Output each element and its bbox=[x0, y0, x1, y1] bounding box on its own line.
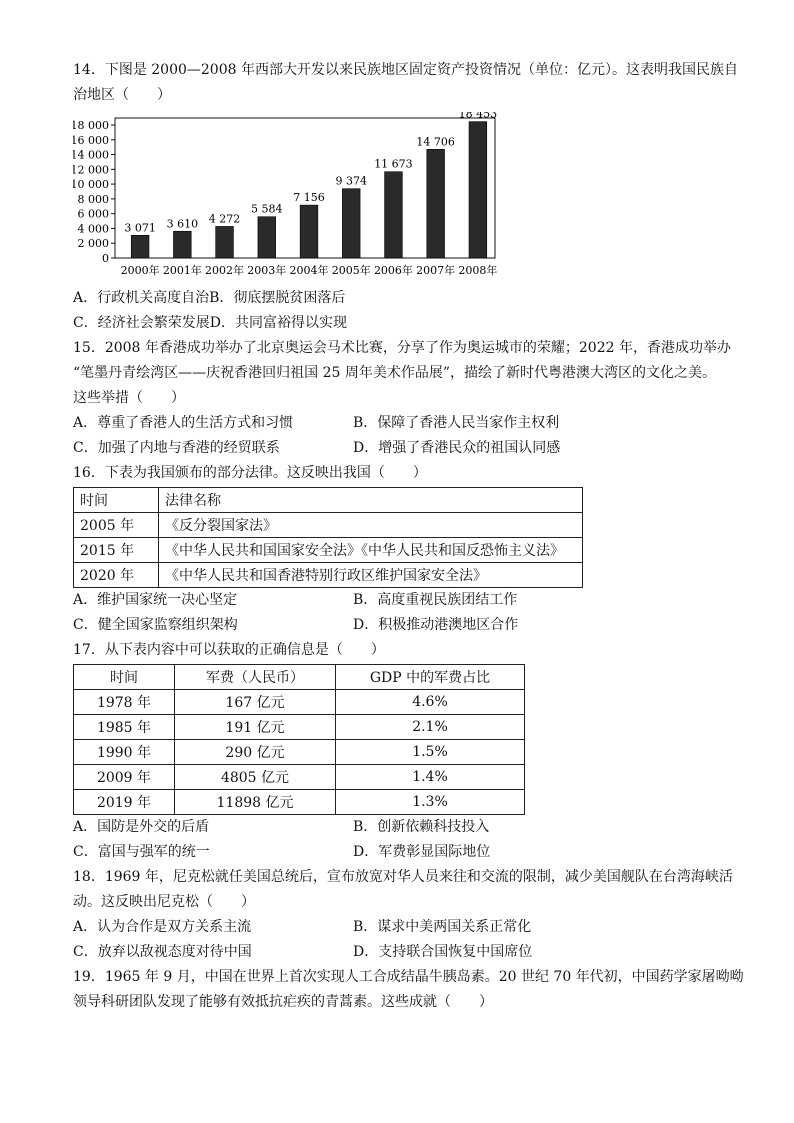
x-tick-label: 2001年 bbox=[162, 264, 202, 277]
table-cell: 191 亿元 bbox=[175, 715, 336, 740]
q17-military-table bbox=[73, 664, 525, 815]
bar bbox=[216, 226, 234, 258]
q14-options-line2 bbox=[73, 311, 723, 336]
bar bbox=[173, 231, 191, 258]
bar-value-label: 3 071 bbox=[124, 221, 156, 235]
y-tick-label: 6 000 bbox=[77, 207, 109, 221]
y-tick-label: 16 000 bbox=[73, 133, 109, 147]
q14-investment-chart bbox=[73, 112, 503, 282]
q14-option-b[interactable]: B．彻底摆脱贫困落后 bbox=[209, 290, 346, 306]
q14-option-a[interactable]: A．行政机关高度自治 bbox=[73, 290, 210, 306]
bar-value-label: 14 706 bbox=[416, 135, 455, 149]
bar-chart-svg bbox=[73, 112, 503, 282]
y-tick-label: 18 000 bbox=[73, 119, 109, 132]
table-cell: 1.4% bbox=[336, 765, 525, 790]
table-header-row bbox=[74, 665, 525, 690]
q16-option-c[interactable]: C．健全国家监察组织架构 bbox=[73, 617, 238, 633]
bar-value-label: 9 374 bbox=[335, 174, 367, 188]
q19-stem-line2: 领导科研团队发现了能够有效抵抗疟疾的青蒿素。这些成就（ ） bbox=[73, 994, 493, 1010]
bar-value-label: 7 156 bbox=[293, 191, 325, 205]
q14-option-c[interactable]: C．经济社会繁荣发展 bbox=[73, 315, 210, 331]
x-tick-label: 2000年 bbox=[120, 264, 160, 277]
q17-option-b[interactable]: B．创新依赖科技投入 bbox=[353, 819, 490, 835]
q17-options-row2 bbox=[73, 840, 723, 865]
table-cell: 4.6% bbox=[336, 690, 525, 715]
q15-options-row1 bbox=[73, 411, 723, 436]
table-cell: 290 亿元 bbox=[175, 740, 336, 765]
q15-stem-line3: 这些举措（ ） bbox=[73, 390, 185, 406]
bar bbox=[469, 122, 487, 258]
table-cell: 1990 年 bbox=[74, 740, 175, 765]
y-tick-label: 8 000 bbox=[77, 192, 109, 206]
y-tick-label: 2 000 bbox=[77, 237, 109, 251]
table-row bbox=[74, 765, 525, 790]
q18-option-d[interactable]: D．支持联合国恢复中国席位 bbox=[353, 944, 533, 960]
table-cell: 2015 年 bbox=[74, 538, 159, 563]
table-header-cell: 时间 bbox=[74, 665, 175, 690]
bar bbox=[300, 205, 318, 258]
table-cell: 《中华人民共和国国家安全法》《中华人民共和国反恐怖主义法》 bbox=[159, 538, 583, 563]
q15-option-d[interactable]: D．增强了香港民众的祖国认同感 bbox=[353, 440, 561, 456]
x-tick-label: 2005年 bbox=[331, 264, 371, 277]
bar bbox=[342, 189, 360, 258]
bar-value-label: 5 584 bbox=[251, 202, 283, 216]
table-row bbox=[74, 690, 525, 715]
x-tick-label: 2002年 bbox=[205, 264, 245, 277]
q15-options-row2 bbox=[73, 436, 723, 461]
q15-stem-line1: 15．2008 年香港成功举办了北京奥运会马术比赛，分享了作为奥运城市的荣耀；2022 年，香港成功举办 bbox=[73, 340, 731, 356]
table-cell: 1.5% bbox=[336, 740, 525, 765]
q15-option-a[interactable]: A．尊重了香港人的生活方式和习惯 bbox=[73, 415, 294, 431]
q16-option-a[interactable]: A．维护国家统一决心坚定 bbox=[73, 592, 238, 608]
bar-value-label: 4 272 bbox=[208, 212, 241, 226]
table-row bbox=[74, 715, 525, 740]
table-header-cell: 军费（人民币） bbox=[175, 665, 336, 690]
table-cell: 167 亿元 bbox=[175, 690, 336, 715]
q17-option-a[interactable]: A．国防是外交的后盾 bbox=[73, 819, 210, 835]
q16-options-row1 bbox=[73, 588, 723, 613]
q14-options-line1 bbox=[73, 286, 723, 311]
q18-option-a[interactable]: A．认为合作是双方关系主流 bbox=[73, 919, 252, 935]
q15-option-b[interactable]: B．保障了香港人民当家作主权利 bbox=[353, 415, 560, 431]
y-tick-label: 4 000 bbox=[77, 222, 109, 236]
q17-option-d[interactable]: D．军费彰显国际地位 bbox=[353, 844, 491, 860]
y-tick-label: 0 bbox=[102, 252, 109, 265]
table-header-cell: GDP 中的军费占比 bbox=[336, 665, 525, 690]
q17-options-row1 bbox=[73, 815, 723, 840]
table-header-row bbox=[74, 488, 583, 513]
y-tick-label: 12 000 bbox=[73, 163, 109, 177]
q18-options-row2 bbox=[73, 940, 723, 965]
table-row bbox=[74, 538, 583, 563]
table-row bbox=[74, 740, 525, 765]
q19-stem-line1: 19．1965 年 9 月，中国在世界上首次实现人工合成结晶牛胰岛素。20 世纪 70 年代初，中国药学家屠呦呦 bbox=[73, 969, 744, 985]
bar bbox=[131, 235, 149, 258]
table-cell: 1.3% bbox=[336, 790, 525, 815]
q16-option-b[interactable]: B．高度重视民族团结工作 bbox=[353, 592, 518, 608]
q18-options-row1 bbox=[73, 915, 723, 940]
q16-stem: 16．下表为我国颁布的部分法律。这反映出我国（ ） bbox=[73, 465, 427, 481]
table-row bbox=[74, 790, 525, 815]
table-row bbox=[74, 563, 583, 588]
q18-stem-line2: 动。这反映出尼克松（ ） bbox=[73, 894, 255, 910]
q16-law-table bbox=[73, 487, 583, 588]
table-cell: 1985 年 bbox=[74, 715, 175, 740]
table-cell: 2005 年 bbox=[74, 513, 159, 538]
exam-page bbox=[73, 58, 744, 1015]
bar bbox=[385, 172, 403, 258]
q14-stem-line2: 治地区（ ） bbox=[73, 87, 171, 103]
y-tick-label: 10 000 bbox=[73, 178, 109, 192]
table-cell: 1978 年 bbox=[74, 690, 175, 715]
table-cell: 《中华人民共和国香港特别行政区维护国家安全法》 bbox=[159, 563, 583, 588]
bar-value-label: 11 673 bbox=[374, 157, 413, 171]
table-cell: 11898 亿元 bbox=[175, 790, 336, 815]
table-cell: 4805 亿元 bbox=[175, 765, 336, 790]
q14-stem-line1: 14．下图是 2000—2008 年西部大开发以来民族地区固定资产投资情况（单位：亿元）。这表明我国民族自 bbox=[73, 62, 738, 78]
q18-option-c[interactable]: C．放弃以敌视态度对待中国 bbox=[73, 944, 252, 960]
q17-option-c[interactable]: C．富国与强军的统一 bbox=[73, 844, 210, 860]
bar bbox=[427, 149, 445, 258]
table-cell: 《反分裂国家法》 bbox=[159, 513, 583, 538]
q14-option-d[interactable]: D．共同富裕得以实现 bbox=[209, 315, 347, 331]
table-header-cell: 时间 bbox=[74, 488, 159, 513]
q17-stem: 17．从下表内容中可以获取的正确信息是（ ） bbox=[73, 642, 385, 658]
table-cell: 2019 年 bbox=[74, 790, 175, 815]
table-cell: 2020 年 bbox=[74, 563, 159, 588]
q16-options-row2 bbox=[73, 613, 723, 638]
q15-option-c[interactable]: C．加强了内地与香港的经贸联系 bbox=[73, 440, 280, 456]
x-tick-label: 2007年 bbox=[416, 264, 456, 277]
q18-option-b[interactable]: B．谋求中美两国关系正常化 bbox=[353, 919, 532, 935]
bar-value-label: 18 453 bbox=[458, 112, 498, 121]
x-tick-label: 2008年 bbox=[458, 264, 498, 277]
q15-stem-line2: “笔墨丹青绘湾区——庆祝香港回归祖国 25 周年美术作品展”，描绘了新时代粤港澳大湾区的文化之美。 bbox=[73, 365, 717, 381]
q16-option-d[interactable]: D．积极推动港澳地区合作 bbox=[353, 617, 519, 633]
bar-value-label: 3 610 bbox=[166, 217, 199, 231]
q18-stem-line1: 18．1969 年，尼克松就任美国总统后，宣布放宽对华人员来往和交流的限制，减少美国舰队在台湾海峡活 bbox=[73, 869, 733, 885]
x-tick-label: 2004年 bbox=[289, 264, 329, 277]
x-tick-label: 2006年 bbox=[373, 264, 413, 277]
table-cell: 2009 年 bbox=[74, 765, 175, 790]
x-tick-label: 2003年 bbox=[247, 264, 287, 277]
table-cell: 2.1% bbox=[336, 715, 525, 740]
bar bbox=[258, 217, 276, 258]
table-header-cell: 法律名称 bbox=[159, 488, 583, 513]
y-tick-label: 14 000 bbox=[73, 148, 109, 162]
table-row bbox=[74, 513, 583, 538]
